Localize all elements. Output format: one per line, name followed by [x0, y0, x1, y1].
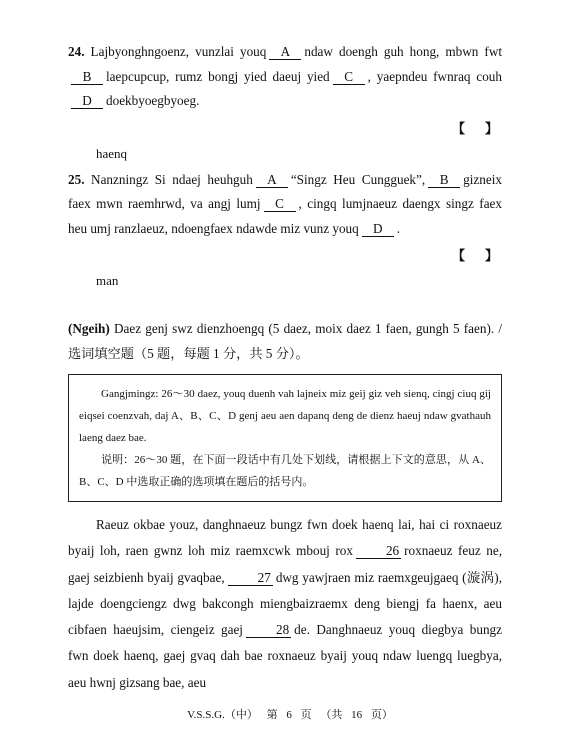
- question-text: doekbyoegbyoeg.: [106, 93, 200, 108]
- passage-text: Raeuz okbae youz, danghnaeuz bungz fwn doek haenq lai, hai ci roxnaeuz byaij loh, raen gwnz loh miz raemxcwk mbouj rox: [68, 517, 502, 559]
- question-24-text: [68, 40, 502, 114]
- blank-d: D: [362, 221, 394, 237]
- question-text: laepcupcup, rumz bongj yied daeuj yied: [106, 68, 330, 84]
- passage-text: de. Danghnaeuz youq diegbya bungz fwn doek haenq, gaej gvaq dah bae roxnaeuz byaij youq ndaw luengq luegbya, aeu hwnj gizsang bae, aeu: [68, 622, 503, 690]
- question-text: “Singz Heu Cungguek”,: [290, 171, 426, 187]
- bracket-right: 】: [484, 120, 500, 136]
- passage-text: dwg yawjraen miz raemxgeujgaeq (漩涡), lajde doengciengz dwg bakcongh miengbaizraemx deng biengj fa haenx, aeu cibfaen haeujsim, ciengeiz gaej: [68, 569, 502, 638]
- section-label: (Ngeih): [68, 321, 110, 336]
- blank-c: C: [333, 69, 365, 85]
- question-25: [68, 168, 502, 296]
- blank-b: B: [71, 69, 103, 85]
- question-number: 25.: [68, 171, 85, 187]
- blank-27: 27: [228, 570, 273, 586]
- section-title: Daez genj swz dienzhoengq (5 daez, moix daez 1 faen, gungh 5 faen). / 选词填空题（5 题，每题 1 分，共 5 分）。: [68, 321, 502, 361]
- question-24: [68, 40, 502, 168]
- exam-page: [68, 40, 502, 696]
- section-heading: [68, 317, 502, 366]
- question-text: gizneix faex mwn raemhrwd, va angj lumj: [68, 171, 502, 211]
- blank-a: A: [269, 44, 301, 60]
- blank-28: 28: [246, 622, 291, 638]
- instructions-zhuang: Gangjmingz: 26～30 daez, youq duenh vah lajneix miz geij giz veh sienq, cingj ciuq gij eiqsei coenzvah, daj A、B、C、D genj aeu aen dapanq deng de dienz haeuj ndaw gvathauh laeng daez bae.: [79, 388, 491, 444]
- bracket-left: 【: [451, 120, 467, 136]
- question-text: Lajbyonghngoenz, vunzlai youq: [90, 44, 267, 59]
- question-text: .: [396, 220, 401, 236]
- question-text: Nanzningz Si ndaej heuhguh: [91, 171, 253, 187]
- question-25-text: [68, 168, 502, 242]
- question-number: 24.: [68, 44, 85, 59]
- bracket-left: 【: [451, 248, 467, 263]
- reading-passage: [68, 512, 502, 696]
- blank-d: D: [71, 93, 103, 109]
- bracket-right: 】: [484, 248, 500, 263]
- blank-b: B: [428, 172, 460, 188]
- answer-bracket: [68, 118, 500, 138]
- instructions-box: [68, 374, 502, 502]
- instructions-chinese: 说明：26～30 题，在下面一段话中有几处下划线，请根据上下文的意思，从 A、B、C、D 中选取正确的选项填在题后的括号内。: [79, 454, 491, 488]
- answer-word: haenq: [96, 145, 128, 161]
- question-text: , yaepndeu fwnraq couh: [367, 68, 502, 84]
- answer-word: man: [96, 273, 119, 288]
- question-text: , cingq lumjnaeuz daengx singz faex heu umj ranzlaeuz, ndoengfaex ndawde miz vunz youq: [68, 196, 502, 236]
- passage-text: roxnaeuz feuz ne, gaej seizbienh byaij gvaqbae,: [68, 543, 502, 585]
- blank-26: 26: [356, 543, 401, 559]
- question-text: ndaw doengh guh hong, mbwn fwt: [304, 44, 503, 59]
- blank-a: A: [256, 172, 288, 188]
- page-footer: V.S.S.G.（中） 第 6 页 （共 16 页）: [187, 709, 393, 721]
- answer-bracket: [68, 245, 500, 265]
- blank-c: C: [264, 196, 296, 212]
